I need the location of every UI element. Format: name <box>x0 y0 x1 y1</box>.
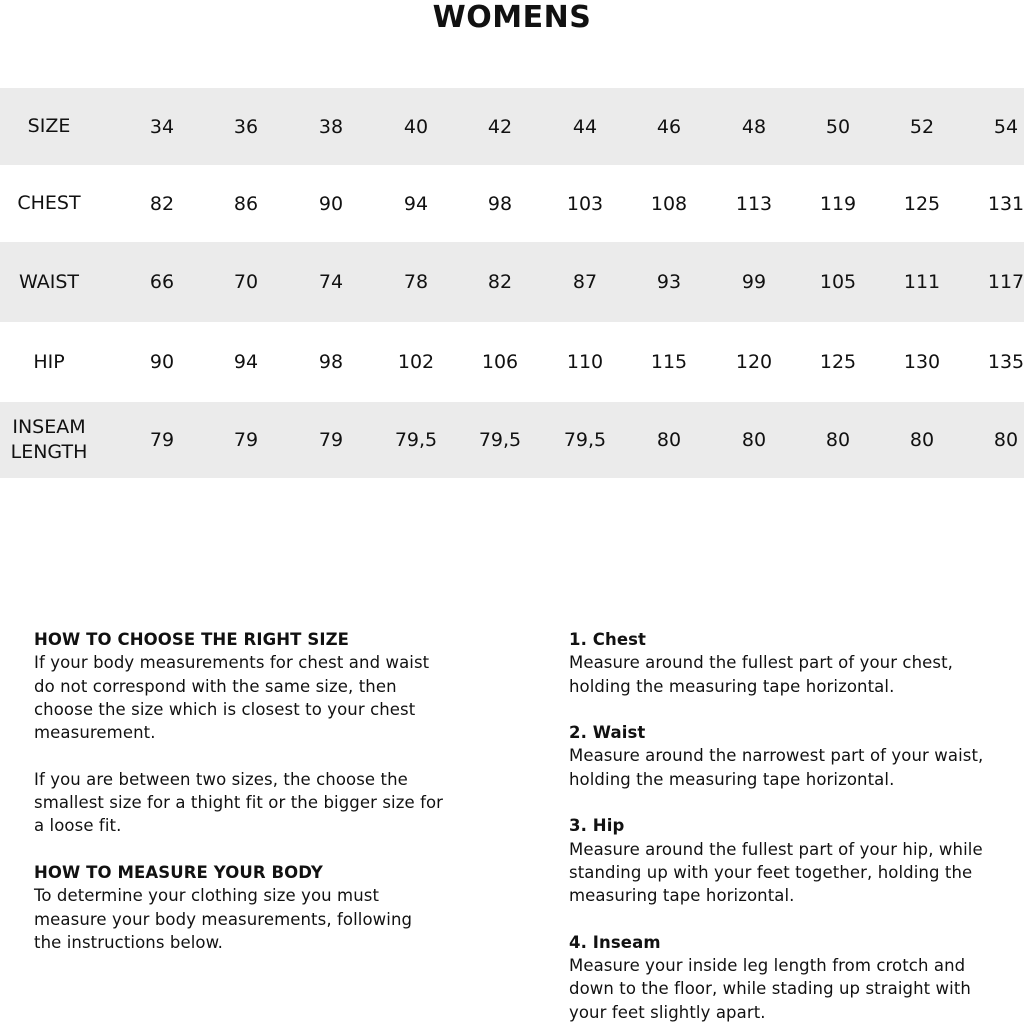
left_column-text-line: choose the size which is closest to your chest <box>34 699 416 719</box>
row-label <box>0 242 98 322</box>
table-cell: 79,5 <box>563 429 607 451</box>
table-cell: 50 <box>825 115 851 138</box>
right_column-block <box>569 814 1014 907</box>
right_column-text-line: Measure around the fullest part of your hip, while <box>569 839 983 859</box>
row-label-line: CHEST <box>17 192 81 214</box>
left_column-text-line: If your body measurements for chest and waist <box>34 653 430 673</box>
table-cell: 54 <box>993 115 1019 138</box>
table-cell: 90 <box>318 192 344 215</box>
left_column-text-line: measurement. <box>34 723 156 743</box>
right_column-heading: 4. Inseam <box>569 932 661 952</box>
row-label-line: WAIST <box>18 270 79 293</box>
table-cell: 79 <box>318 429 344 451</box>
right_column-text-line: Measure around the fullest part of your chest, <box>569 653 954 673</box>
table-cell: 44 <box>572 115 598 138</box>
right_column-text-line: standing up with your feet together, holding the <box>569 862 973 882</box>
table-cell: 66 <box>149 271 175 293</box>
left_column-block <box>34 768 494 838</box>
table-cell: 79 <box>149 429 175 451</box>
table-cell: 82 <box>149 192 175 215</box>
table-row-inseam-length <box>0 402 1024 478</box>
table-cell: 113 <box>735 192 773 215</box>
size-chart-table <box>0 88 1024 478</box>
left_column-text-line: If you are between two sizes, the choose the <box>34 769 408 789</box>
right_column-text-line: Measure your inside leg length from crotch and <box>569 956 966 976</box>
right_column-text-line: your feet slightly apart. <box>569 1002 766 1022</box>
table-cell: 80 <box>825 429 851 451</box>
table-cell: 120 <box>735 351 773 373</box>
row-label-line: SIZE <box>27 115 71 137</box>
table-cell: 79,5 <box>394 429 438 451</box>
left_column-text-line: the instructions below. <box>34 932 224 952</box>
table-cell: 102 <box>397 351 435 373</box>
right_column-text-line: Measure around the narrowest part of your waist, <box>569 746 984 766</box>
table-cell: 52 <box>909 115 935 138</box>
left_column-text-line: do not correspond with the same size, then <box>34 676 397 696</box>
table-cell: 79,5 <box>478 429 522 451</box>
right_column-heading: 3. Hip <box>569 816 625 836</box>
right_column-block <box>569 721 1014 791</box>
table-cell: 125 <box>819 351 857 373</box>
table-cell: 131 <box>987 192 1024 215</box>
table-cell: 86 <box>233 192 259 215</box>
row-label-line: HIP <box>33 350 65 373</box>
right_column-block <box>569 628 1014 698</box>
table-cell: 117 <box>987 271 1024 293</box>
row-label <box>0 322 98 402</box>
instructions-left-column <box>34 628 494 954</box>
table-cell: 125 <box>903 192 941 215</box>
instructions-right-column <box>569 628 1014 1024</box>
table-cell: 80 <box>993 429 1019 451</box>
table-cell: 103 <box>566 192 604 215</box>
left_column-text-line: measure your body measurements, following <box>34 909 413 929</box>
right_column-block <box>569 931 1014 1024</box>
table-cell: 82 <box>487 271 513 293</box>
row-label-line: LENGTH <box>10 441 88 463</box>
table-cell: 79 <box>233 429 259 451</box>
table-cell: 110 <box>566 351 604 373</box>
table-cell: 111 <box>903 271 941 293</box>
paragraph-spacer <box>569 791 1014 814</box>
table-cell: 108 <box>650 192 688 215</box>
left_column-block <box>34 861 494 954</box>
left_column-block <box>34 628 494 744</box>
row-label <box>0 88 98 165</box>
table-row-waist <box>0 242 1024 322</box>
left_column-text-line: To determine your clothing size you must <box>34 886 380 906</box>
table-cell: 74 <box>318 271 344 293</box>
table-cell: 105 <box>819 271 857 293</box>
paragraph-spacer <box>34 744 494 767</box>
table-cell: 46 <box>656 115 682 138</box>
table-row-chest <box>0 165 1024 242</box>
right_column-heading: 2. Waist <box>569 723 646 743</box>
left_column-text-line: smallest size for a thight fit or the bigger size for <box>34 793 444 813</box>
row-label <box>0 165 98 242</box>
table-cell: 130 <box>903 351 941 373</box>
table-cell: 98 <box>318 351 344 373</box>
table-cell: 80 <box>741 429 767 451</box>
left_column-text-line: a loose fit. <box>34 816 122 836</box>
table-cell: 135 <box>987 351 1024 373</box>
right_column-text-line: holding the measuring tape horizontal. <box>569 769 895 789</box>
table-cell: 119 <box>819 192 857 215</box>
table-cell: 36 <box>233 115 259 138</box>
right_column-text-line: measuring tape horizontal. <box>569 886 795 906</box>
paragraph-spacer <box>569 908 1014 931</box>
table-cell: 99 <box>741 271 767 293</box>
left_column-heading: HOW TO CHOOSE THE RIGHT SIZE <box>34 630 350 649</box>
page-title: WOMENS <box>432 0 592 35</box>
table-cell: 90 <box>149 351 175 373</box>
paragraph-spacer <box>34 838 494 861</box>
table-cell: 80 <box>656 429 682 451</box>
table-cell: 106 <box>481 351 519 373</box>
right_column-text-line: holding the measuring tape horizontal. <box>569 676 895 696</box>
table-cell: 42 <box>487 115 513 138</box>
table-cell: 80 <box>909 429 935 451</box>
table-row-hip <box>0 322 1024 402</box>
row-label <box>0 402 98 478</box>
table-cell: 38 <box>318 115 344 138</box>
row-label-line: INSEAM <box>12 416 86 438</box>
table-cell: 115 <box>650 351 688 373</box>
paragraph-spacer <box>569 698 1014 721</box>
left_column-heading: HOW TO MEASURE YOUR BODY <box>34 862 323 882</box>
table-row-size <box>0 88 1024 165</box>
table-cell: 94 <box>233 351 259 373</box>
table-cell: 34 <box>149 115 175 138</box>
table-cell: 98 <box>487 192 513 215</box>
table-cell: 78 <box>403 271 429 293</box>
table-cell: 70 <box>233 271 259 293</box>
right_column-text-line: down to the floor, while stading up straight with <box>569 979 971 999</box>
right_column-heading: 1. Chest <box>569 630 647 649</box>
table-cell: 87 <box>572 271 598 293</box>
table-cell: 93 <box>656 271 682 293</box>
table-cell: 48 <box>741 115 767 138</box>
table-cell: 94 <box>403 192 429 215</box>
table-cell: 40 <box>403 115 429 138</box>
